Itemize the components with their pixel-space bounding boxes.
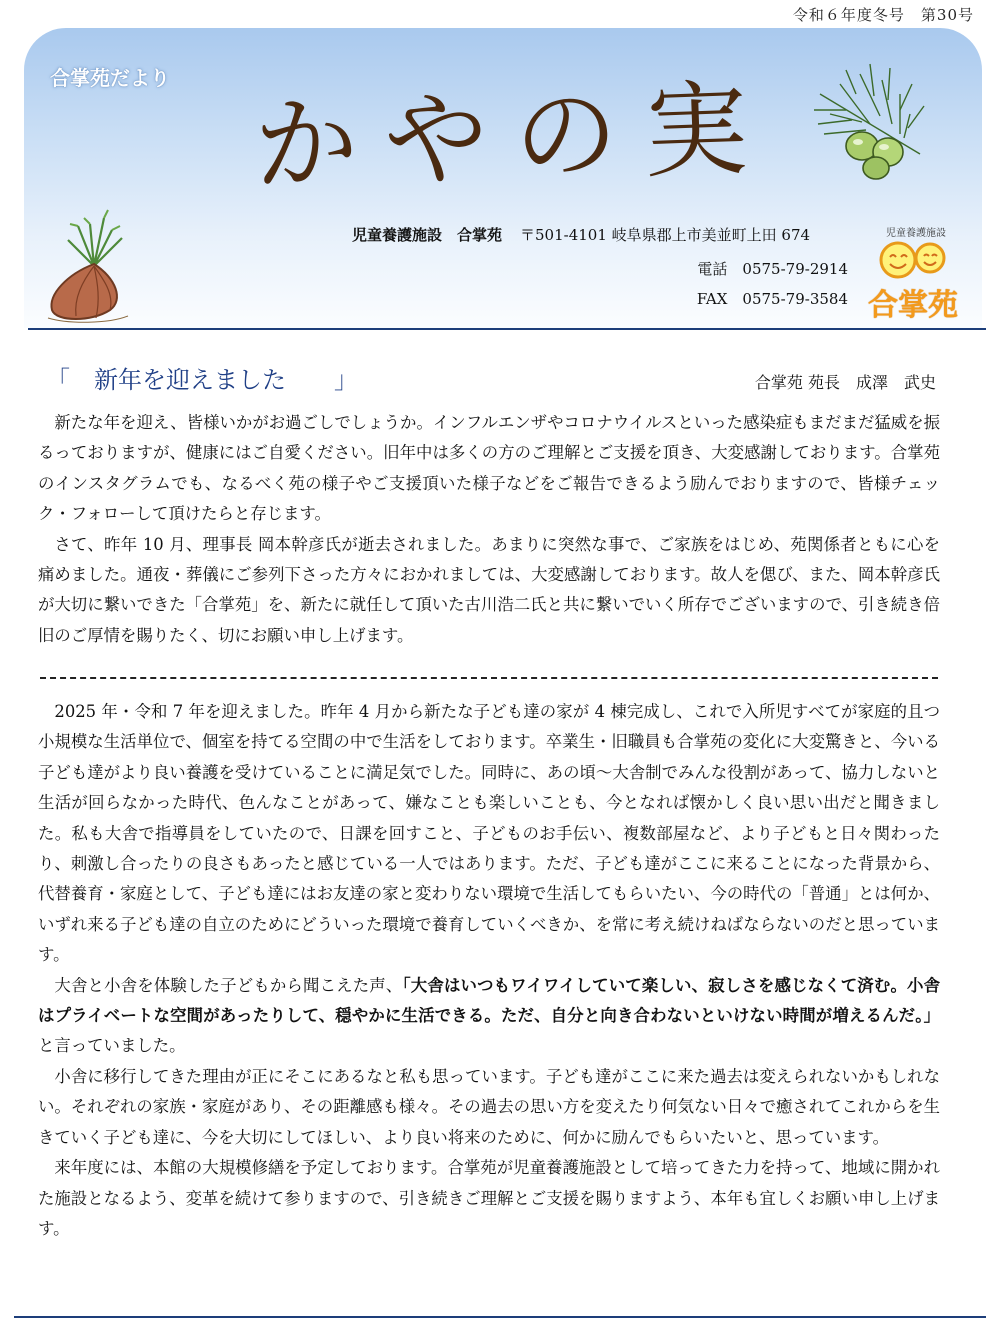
masthead xyxy=(24,28,982,328)
facility-name: 児童養護施設 合掌苑 xyxy=(352,226,503,244)
quote-lead: 大舎と小舎を体験した子どもから聞こえた声、 xyxy=(54,975,403,995)
issue-number: 令和６年度冬号 第30号 xyxy=(792,6,974,24)
fax-number: FAX 0575-79-3584 xyxy=(696,290,848,308)
newsletter-title: かやの実 xyxy=(252,66,776,208)
article-section-1 xyxy=(38,408,940,651)
series-name: 合掌苑だより xyxy=(50,66,170,90)
quote-tail: と言っていました。 xyxy=(38,1036,186,1056)
paragraph: 2025 年・令和 7 年を迎えました。昨年 4 月から新たな子ども達の家が 4 棟完成し、これで入所児すべてが家庭的且つ小規模な生活単位で、個室を持てる空間の中で生活をしております。卒業生・旧職員も合掌苑の変化に大変驚きと、今いる子ども達がより良い養護を受けていることに満足気でした。同時に、あの頃～大舎制でみんな役割があって、協力しないと生活が回らなかった時代、色んなことがあって、嫌なことも楽しいことも、今となれば懐かしく良い思い出だと聞きました。私も大舎で指導員をしていたので、日課を回すこと、子どものお手伝い、複数部屋など、より子どもと日々関わったり、刺激し合ったりの良さもあったと感じている一人ではあります。ただ、子ども達がここに来ることになった背景から、代替養育・家庭として、子ども達にはお友達の家と変わりない環境で生活してもらいたい、今の時代の「普通」とは何か、いずれ来る子ども達の自立のためにどういった環境で養育していくべきか、を常に考え続けねばならないのだと思っています。 xyxy=(38,702,940,965)
paragraph-with-quote xyxy=(38,971,940,1062)
paragraph: 小舎に移行してきた理由が正にそこにあるなと私も思っています。子ども達がここに来た過去は変えられないかもしれない。それぞれの家族・家庭があり、その距離感も様々。その過去の思い方を変えたり何気ない日々で癒されてこれからを生きていく子ども達に、今を大切にしてほしい、より良い将来のために、何かに励んでもらいたいと、思っています。 xyxy=(38,1066,940,1147)
logo-name: 合掌苑 xyxy=(868,288,958,323)
onion-sprout-illustration xyxy=(38,206,138,324)
article-section-2 xyxy=(38,697,940,1244)
paragraph: 来年度には、本館の大規模修繕を予定しております。合掌苑が児童養護施設として培ってきた力を持って、地域に開かれた施設となるよう、変革を続けて参りますので、引き続きご理解とご支援を賜りますよう、本年も宜しくお願い申し上げます。 xyxy=(38,1158,940,1238)
paragraph: さて、昨年 10 月、理事長 岡本幹彦氏が逝去されました。あまりに突然な事で、ご家族をはじめ、苑関係者ともに心を痛めました。通夜・葬儀にご参列下さった方々におかれましては、大変感謝しております。故人を偲び、また、岡本幹彦氏が大切に繋いできた「合掌苑」を、新たに就任して頂いた古川浩二氏と共に繋いでいく所存でございますので、引き続き倍旧のご厚情を賜りたく、切にお願い申し上げます。 xyxy=(38,534,940,645)
facility-address-line xyxy=(352,224,810,245)
phone-number: 電話 0575-79-2914 xyxy=(697,260,848,278)
footer-rule xyxy=(14,1316,986,1318)
logo-caption: 児童養護施設 xyxy=(886,228,946,239)
article-heading-row xyxy=(46,360,936,396)
paragraph: 新たな年を迎え、皆様いかがお過ごしでしょうか。インフルエンザやコロナウイルスといった感染症もまだまだ猛威を振るっておりますが、健康にはご自愛ください。旧年中は多くの方のご理解とご支援を頂き、大変感謝しております。合掌苑のインスタグラムでも、なるべく苑の様子やご支援頂いた様子などをご報告できるよう励んでおりますので、皆様チェック・フォローして頂けたらと存じます。 xyxy=(38,413,940,524)
child-quote: 「大舎はいつもワイワイしていて楽しい、寂しさを感じなくて済む。小舎はプライベートな空間があったりして、穏やかに生活できる。ただ、自分と向き合わないといけない時間が増えるんだ。」 xyxy=(38,975,940,1026)
facility-logo xyxy=(864,224,974,323)
smiley-faces-logo xyxy=(874,236,954,282)
section-divider xyxy=(40,677,938,679)
kaya-nut-branch-illustration xyxy=(800,54,940,184)
article-author: 合掌苑 苑長 成澤 武史 xyxy=(754,373,936,392)
article-heading: 「 新年を迎えました 」 xyxy=(46,366,358,394)
postal-address: 〒501-4101 岐阜県郡上市美並町上田 674 xyxy=(520,226,811,244)
header-rule xyxy=(28,328,986,330)
